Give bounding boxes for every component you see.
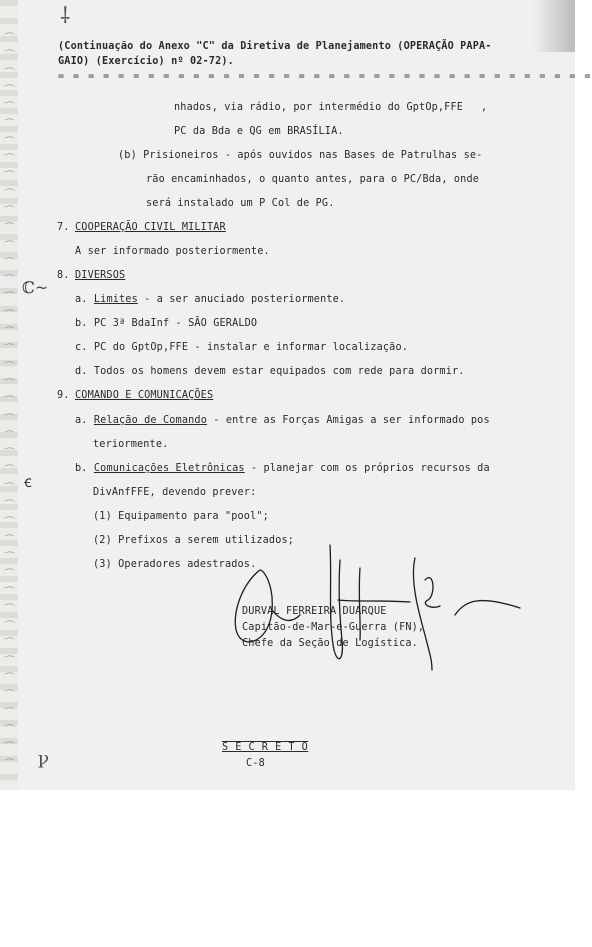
page-number: C-8 xyxy=(246,758,265,769)
item-8c: c. PC do GptOp,FFE - instalar e informar localização. xyxy=(75,342,409,353)
scan-shadow xyxy=(533,0,575,52)
header-rule: = = = = = = = = = = = = = = = = = = = = = = = = = = = = = = = = = = = = xyxy=(58,71,592,82)
ink-smudge: ⸸ xyxy=(60,4,71,29)
signatory-role: Chefe da Seção de Logística. xyxy=(242,638,418,649)
section-9-title: COMANDO E COMUNICAÇÕES xyxy=(75,390,214,401)
item-9b-2: (2) Prefixos a serem utilizados; xyxy=(93,535,295,546)
item-9b-3: (3) Operadores adestrados. xyxy=(93,559,257,570)
continued-line-2: PC da Bda e QG em BRASÍLIA. xyxy=(174,126,344,137)
section-8-number: 8. xyxy=(57,270,70,281)
item-8a: a. Limites - a ser anuciado posteriormente. xyxy=(75,294,346,305)
margin-mark: ℂ~ xyxy=(22,278,49,297)
item-9a: a. Relação de Comando - entre as Forças Amigas a ser informado pos xyxy=(75,415,490,426)
item-8d: d. Todos os homens devem estar equipados com rede para dormir. xyxy=(75,366,465,377)
continued-line-1-tail: , xyxy=(481,102,488,113)
item-8b: b. PC 3ª BdaInf - SÃO GERALDO xyxy=(75,318,258,329)
header-line-2: GAIO) (Exercício) nº 02-72). xyxy=(58,56,234,67)
blank-margin xyxy=(0,790,575,947)
binding-holes: ⌒ ⌒ ⌒ ⌒ ⌒ ⌒ ⌒ ⌒ ⌒ ⌒ ⌒ ⌒ ⌒ ⌒ ⌒ ⌒ ⌒ ⌒ ⌒ ⌒ ⌒ ⌒ ⌒ ⌒ ⌒ ⌒ ⌒ ⌒ ⌒ ⌒ ⌒ ⌒ ⌒ ⌒ ⌒ ⌒ ⌒ ⌒ ⌒ ⌒ ⌒ ⌒ ⌒ xyxy=(4,32,15,772)
prisoners-line-3: será instalado um P Col de PG. xyxy=(146,198,335,209)
margin-mark-3: ꝩ xyxy=(38,748,49,769)
section-8-title: DIVERSOS xyxy=(75,270,126,281)
header-line-1: (Continuação do Anexo "C" da Diretiva de Planejamento (OPERAÇÃO PAPA- xyxy=(58,41,492,52)
section-7-title: COOPERAÇÃO CIVIL MILITAR xyxy=(75,222,226,233)
classification-footer: S E C R E T O xyxy=(222,742,309,753)
item-9b: b. Comunicações Eletrônicas - planejar com os próprios recursos da xyxy=(75,463,490,474)
item-9b-continued: DivAnfFFE, devendo prever: xyxy=(93,487,257,498)
continued-line-1: nhados, via rádio, por intermédio do GptOp,FFE xyxy=(174,102,464,113)
handwritten-signature xyxy=(220,540,540,670)
signatory-name: DURVAL FERREIRA DUARQUE xyxy=(242,606,387,617)
margin-mark-2: ꞓ xyxy=(24,472,32,491)
item-9b-label: Comunicações Eletrônicas xyxy=(93,463,245,474)
section-7-text: A ser informado posteriormente. xyxy=(75,246,270,257)
item-9a-label: Relação de Comando xyxy=(93,415,207,426)
section-7-number: 7. xyxy=(57,222,70,233)
signatory-rank: Capitão-de-Mar-e-Guerra (FN), xyxy=(242,622,425,633)
prisoners-line-1: (b) Prisioneiros - após ouvidos nas Bases de Patrulhas se- xyxy=(118,150,483,161)
item-9a-continued: teriormente. xyxy=(93,439,169,450)
section-9-number: 9. xyxy=(57,390,70,401)
item-8a-label: Limites xyxy=(93,294,138,305)
prisoners-line-2: rão encaminhados, o quanto antes, para o PC/Bda, onde xyxy=(146,174,480,185)
item-9b-1: (1) Equipamento para "pool"; xyxy=(93,511,269,522)
